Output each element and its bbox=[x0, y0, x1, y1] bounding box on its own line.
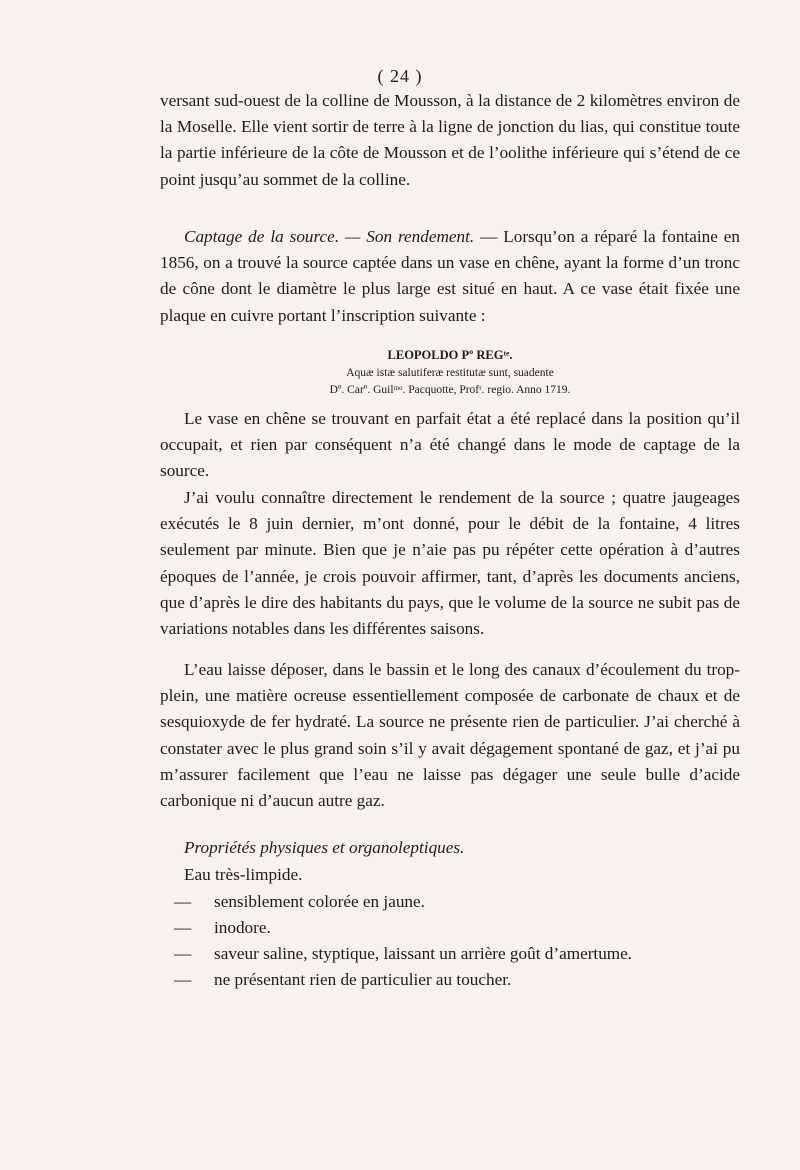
captage-heading: Captage de la source. — Son rendement. bbox=[184, 227, 475, 246]
paragraph-1 bbox=[160, 88, 740, 193]
prop-text: sensiblement colorée en jaune. bbox=[214, 892, 425, 911]
inscription-line-1: LEOPOLDO Pº REGᵗᵉ. bbox=[387, 348, 513, 362]
paragraph-4 bbox=[160, 485, 740, 642]
section-heading: Propriétés physiques et organoleptiques. bbox=[184, 838, 465, 857]
prop-dash: — bbox=[174, 944, 192, 963]
prop-item bbox=[174, 915, 734, 941]
inscription-line-2: Aquæ istæ salutiferæ restitutæ sunt, suadente bbox=[346, 367, 554, 379]
prop-item bbox=[174, 889, 734, 915]
page-number: ( 24 ) bbox=[377, 66, 423, 86]
props-intro-block bbox=[160, 862, 740, 888]
section-heading-block bbox=[160, 835, 740, 861]
prop-dash: — bbox=[174, 918, 192, 937]
inscription-line-3: Dº. Carº. Guilᵐᵒ. Pacquotte, Profʳ. regio. Anno 1719. bbox=[329, 384, 571, 396]
paragraph-4-text: J’ai voulu connaître directement le rendement de la source ; quatre jaugeages exécutés le 8 juin dernier, m’ont donné, pour le débit de la fontaine, 4 litres seulement par minute. Bien que je n’aie pas pu répéter cette opération à d’autres époques de l’année, je crois pouvoir affirmer, tant, d’après les documents anciens, que d’après le dire des habitants du pays, que le volume de la source ne subit pas de variations notables dans les différentes saisons. bbox=[160, 488, 740, 639]
paragraph-5 bbox=[160, 657, 740, 814]
prop-text: ne présentant rien de particulier au toucher. bbox=[214, 970, 512, 989]
prop-text: saveur saline, styptique, laissant un arrière goût d’amertume. bbox=[214, 944, 633, 963]
paragraph-3-text: Le vase en chêne se trouvant en parfait état a été replacé dans la position qu’il occupait, et rien par conséquent n’a été changé dans le mode de captage de la source. bbox=[160, 409, 740, 481]
paragraph-5-text: L’eau laisse déposer, dans le bassin et le long des canaux d’écoulement du trop-plein, une matière ocreuse essentiellement composée de carbonate de chaux et de sesquioxyde de fer hydraté. La source ne présente rien de particulier. J’ai cherché à constater avec le plus grand soin s’il y avait dégagement spontané de gaz, et j’ai pu m’assurer facilement que l’eau ne laisse pas dégager une seule bulle d’acide carbonique ni d’aucun autre gaz. bbox=[160, 660, 740, 811]
paragraph-1-text: versant sud-ouest de la colline de Mousson, à la distance de 2 kilomètres environ de la Moselle. Elle vient sortir de terre à la ligne de jonction du lias, qui constitue toute la partie inférieure de la côte de Mousson et de l’oolithe inférieure qui s’étend de ce point jusqu’au sommet de la colline. bbox=[160, 91, 740, 189]
prop-item bbox=[174, 967, 734, 993]
paragraph-3 bbox=[160, 406, 740, 485]
prop-dash: — bbox=[174, 892, 192, 911]
prop-item bbox=[174, 941, 734, 967]
paragraph-2 bbox=[160, 224, 740, 329]
paragraph-2-text: — Lorsqu’on a réparé la fontaine en 1856, on a trouvé la source captée dans un vase en chêne, ayant la forme d’un tronc de cône dont le diamètre le plus large est situé en haut. A ce vase était fixée une plaque en cuivre portant l’inscription suivante : bbox=[160, 227, 740, 325]
prop-dash: — bbox=[174, 970, 192, 989]
props-intro: Eau très-limpide. bbox=[184, 865, 303, 884]
prop-text: inodore. bbox=[214, 918, 271, 937]
